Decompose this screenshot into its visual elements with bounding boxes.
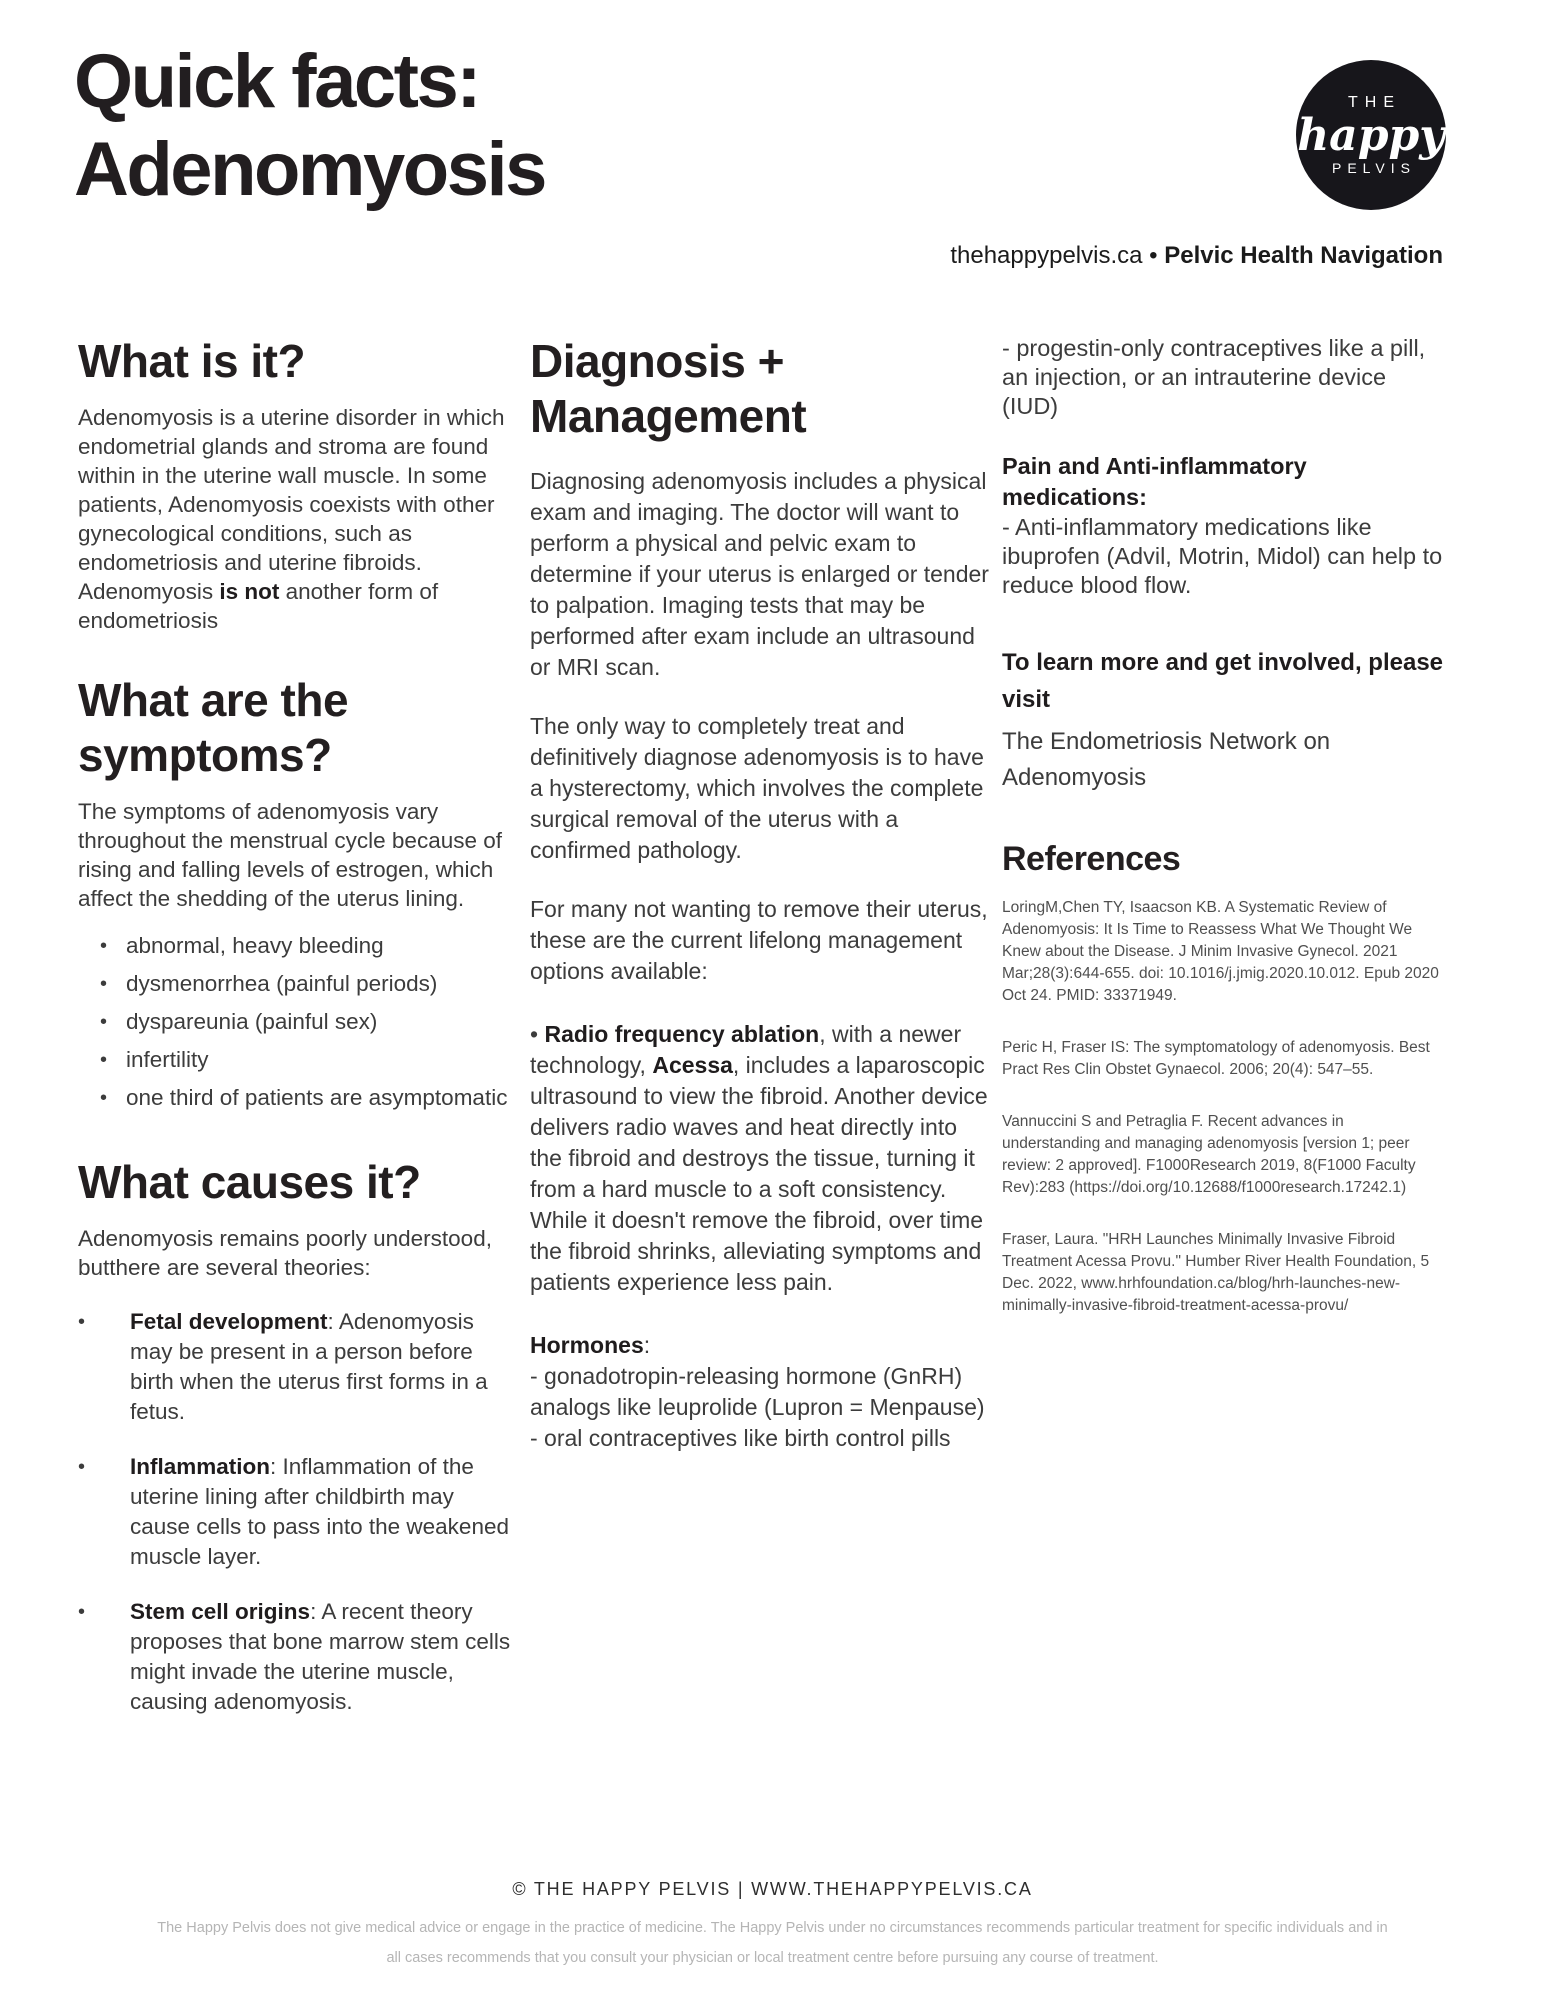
bullet-icon: • — [78, 1311, 86, 1333]
radio-ablation-text: , includes a laparoscopic ultrasound to view the fibroid. Another device delivers radio waves and heat directly into the fibroid and destroys the tissue, turning it from a hard muscle to a soft consistency. While it doesn't remove the fibroid, over time the fibroid shrinks, alleviating symptoms and patients experience less pain. — [530, 1052, 988, 1295]
pain-medications-text: - Anti-inflammatory medications like ibuprofen (Advil, Motrin, Midol) can help to reduce blood flow. — [1002, 514, 1443, 598]
list-item-text: dysmenorrhea (painful periods) — [126, 971, 438, 996]
bullet-icon: • — [100, 1011, 108, 1033]
what-body-text-end: another form of endometriosis — [78, 579, 439, 633]
footer-disclaimer-line2: all cases recommends that you consult your physician or local treatment centre before pursuing any course of treatment. — [386, 1950, 1159, 1966]
cause-text: A recent theory proposes that bone marrow stem cells might invade the uterine muscle, causing adenomyosis. — [130, 1599, 511, 1714]
heading-references: References — [1002, 840, 1181, 878]
list-item — [78, 927, 516, 965]
footer-copyright: © THE HAPPY PELVIS | WWW.THEHAPPYPELVIS.CA — [512, 1879, 1033, 1899]
list-item — [78, 965, 516, 1003]
paragraph-diagnosing: Diagnosing adenomyosis includes a physical exam and imaging. The doctor will want to perform a physical and pelvic exam to determine if your uterus is enlarged or tender to palpation. Imaging tests that may be performed after exam include an ultrasound or MRI scan. — [530, 468, 989, 680]
symptoms-bullet-list — [78, 927, 516, 1117]
logo-pelvis-text: PELVIS — [1332, 160, 1416, 176]
footer-disclaimer-line1: The Happy Pelvis does not give medical advice or engage in the practice of medicine. The Happy Pelvis under no circumstances recommends particular treatment for specific individuals and in — [157, 1920, 1388, 1936]
learn-more-heading: To learn more and get involved, please visit — [1002, 649, 1444, 713]
tagline-subtitle: Pelvic Health Navigation — [1164, 242, 1443, 269]
acessa-bold: Acessa — [652, 1052, 733, 1078]
logo-the-text: THE — [1348, 94, 1401, 111]
list-item: • Fetal development: Adenomyosis may be present in a person before birth when the uterus first forms in a fetus. — [78, 1307, 516, 1427]
cause-text: Adenomyosis may be present in a person before birth when the uterus first forms in a fetus. — [130, 1309, 488, 1424]
hormones-oral-text: - oral contraceptives like birth control pills — [530, 1425, 951, 1451]
list-item — [78, 1079, 516, 1117]
bullet-icon: • — [100, 973, 108, 995]
reference-entry: LoringM,Chen TY, Isaacson KB. A Systematic Review of Adenomyosis: It Is Time to Reassess What We Thought We Knew about the Disease. J Minim Invasive Gynecol. 2021 Mar;28(3):644-655. doi: 10.1016/j.jmig.2020.10.012. Epub 2020 Oct 24. PMID: 33371949. — [1002, 899, 1439, 1004]
tagline-separator: • — [1142, 242, 1165, 269]
list-item: • Stem cell origins: A recent theory proposes that bone marrow stem cells might invade the uterine muscle, causing adenomyosis. — [78, 1597, 516, 1717]
paragraph-what-is-it — [78, 403, 516, 635]
pain-medications-lead: Pain and Anti-inflammatory medications — [1002, 453, 1307, 510]
heading-diagnosis-line1: Diagnosis + — [530, 335, 784, 387]
list-item: • Inflammation: Inflammation of the uterine lining after childbirth may cause cells to pass into the weakened muscle layer. — [78, 1452, 516, 1572]
site-tagline — [950, 242, 1443, 270]
paragraph-progestin: - progestin-only contraceptives like a pill, an injection, or an intrauterine device (IUD) — [1002, 335, 1426, 419]
paragraph-hormones: Hormones: - gonadotropin-releasing hormone (GnRH) analogs like leuprolide (Lupron = Menpause) - oral contraceptives like birth control pills — [530, 1330, 992, 1454]
reference-entry: Vannuccini S and Petraglia F. Recent advances in understanding and managing adenomyosis [version 1; peer review: 2 approved]. F1000Research 2019, 8(F1000 Faculty Rev):283 (https://doi.org/10.12688/f1000research.17242.1) — [1002, 1113, 1416, 1196]
list-item-text: one third of patients are asymptomatic — [126, 1085, 508, 1110]
column-left — [78, 334, 516, 1717]
tagline-url: thehappypelvis.ca — [950, 242, 1143, 269]
column-middle — [530, 334, 992, 1454]
paragraph-symptoms: The symptoms of adenomyosis vary throughout the menstrual cycle because of rising and falling levels of estrogen, which affect the shedding of the uterus lining. — [78, 799, 503, 911]
bullet-icon: • — [100, 1087, 108, 1109]
causes-bullet-list — [78, 1307, 516, 1717]
radio-ablation-bold: Radio frequency ablation — [544, 1021, 820, 1047]
column-right — [1002, 334, 1444, 1347]
bullet-icon: • — [78, 1601, 86, 1623]
endometriosis-network-text: The Endometriosis Network on Adenomyosis — [1002, 728, 1331, 791]
what-body-bold: is not — [219, 579, 280, 604]
logo-happy-text: happy — [1297, 110, 1445, 161]
cause-lead: Fetal development — [130, 1309, 328, 1334]
bullet-icon: • — [78, 1456, 86, 1478]
list-item — [78, 1041, 516, 1079]
paragraph-hysterectomy: The only way to completely treat and definitively diagnose adenomyosis is to have a hysterectomy, which involves the complete surgical removal of the uterus with a confirmed pathology. — [530, 713, 984, 863]
hormones-gnrh-text: - gonadotropin-releasing hormone (GnRH) analogs like leuprolide (Lupron = Menpause) — [530, 1363, 985, 1420]
heading-diagnosis-line2: Management — [530, 390, 807, 442]
page-title-line2: Adenomyosis — [74, 127, 545, 212]
heading-diagnosis-management — [530, 334, 992, 444]
bullet-icon: • — [100, 935, 108, 957]
list-item-text: infertility — [126, 1047, 209, 1072]
list-item-text: dyspareunia (painful sex) — [126, 1009, 378, 1034]
reference-entry: Fraser, Laura. "HRH Launches Minimally Invasive Fibroid Treatment Acessa Provu." Humber River Health Foundation, 5 Dec. 2022, www.hrhfoundation.ca/blog/hrh-launches-new-minimally-invasive-fibroid-treatment-acessa-provu/ — [1002, 1231, 1430, 1314]
page-title — [74, 38, 545, 214]
heading-symptoms: What are the symptoms? — [78, 674, 349, 781]
heading-what-is-it: What is it? — [78, 335, 306, 387]
paragraph-causes: Adenomyosis remains poorly understood, butthere are several theories: — [78, 1226, 492, 1280]
list-item — [78, 1003, 516, 1041]
hormones-lead: Hormones — [530, 1332, 644, 1358]
paragraph-pain-medications: Pain and Anti-inflammatory medications: - Anti-inflammatory medications like ibuprofen (Advil, Motrin, Midol) can help to reduce blood flow. — [1002, 453, 1443, 598]
paragraph-management-options: For many not wanting to remove their uterus, these are the current lifelong management options available: — [530, 896, 988, 984]
happy-pelvis-logo — [1296, 60, 1446, 210]
bullet-icon: • — [530, 1021, 545, 1047]
what-body-text: Adenomyosis is a uterine disorder in which endometrial glands and stroma are found within in the uterine wall muscle. In some patients, Adenomyosis coexists with other gynecological conditions, such as endometriosis and uterine fibroids. Adenomyosis — [78, 405, 505, 604]
footer-disclaimer — [0, 1913, 1545, 1973]
list-item-text: abnormal, heavy bleeding — [126, 933, 384, 958]
cause-text: Inflammation of the uterine lining after childbirth may cause cells to pass into the weakened muscle layer. — [130, 1454, 509, 1569]
reference-entry: Peric H, Fraser IS: The symptomatology of adenomyosis. Best Pract Res Clin Obstet Gynaecol. 2006; 20(4): 547–55. — [1002, 1039, 1430, 1078]
page-title-line1: Quick facts: — [74, 39, 480, 124]
bullet-icon: • — [100, 1049, 108, 1071]
paragraph-radio-frequency: • Radio frequency ablation, with a newer technology, Acessa, includes a laparoscopic ultrasound to view the fibroid. Another device delivers radio waves and heat directly into the fibroid and destroys the tissue, turning it from a hard muscle to a soft consistency. While it doesn't remove the fibroid, over time the fibroid shrinks, alleviating symptoms and patients experience less pain. — [530, 1021, 988, 1295]
cause-lead: Inflammation — [130, 1454, 271, 1479]
heading-causes: What causes it? — [78, 1156, 421, 1208]
cause-lead: Stem cell origins — [130, 1599, 311, 1624]
